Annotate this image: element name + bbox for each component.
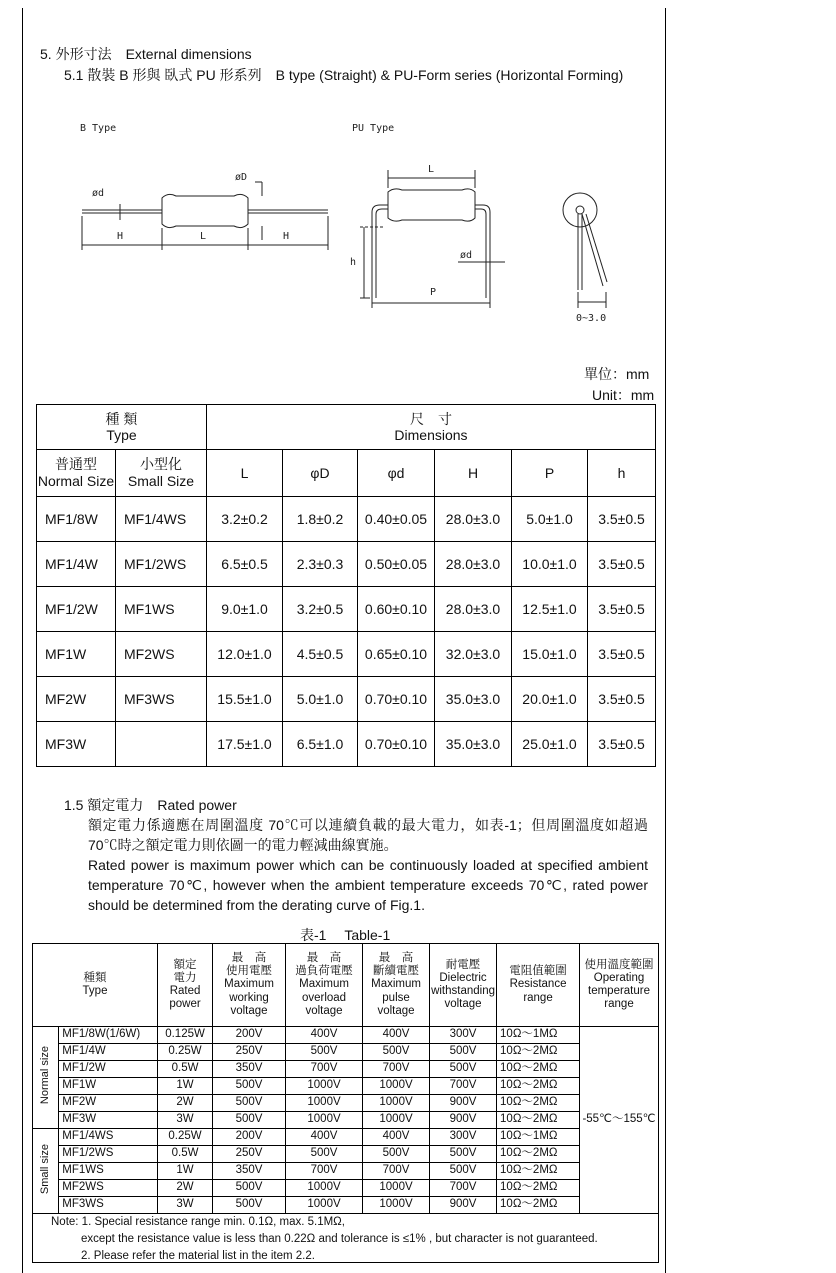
pu-phi-d-label: ød — [460, 250, 473, 261]
dim-col-header: H — [435, 450, 512, 497]
b-phi-D-label: øD — [235, 172, 248, 183]
dim-col-header: h — [588, 450, 656, 497]
rated-power-heading: 1.5 額定電力 Rated power — [64, 797, 237, 813]
table1-caption: 表-1 Table-1 — [300, 927, 391, 943]
table-row: MF1/2W MF1WS 9.0±1.0 3.2±0.5 0.60±0.10 28.0±3.0 12.5±1.0 3.5±0.5 — [37, 587, 656, 632]
dim-normal-header: 普通型 Normal Size — [37, 450, 116, 497]
b-phi-d-label: ød — [92, 188, 105, 199]
t1-max-pulse-header: 最 高 斷續電壓 Maximum pulse voltage — [363, 944, 430, 1027]
rated-power-para-cn: 額定電力係適應在周圍溫度 70℃可以連續負載的最大電力，如表-1；但周圍溫度如超過 70℃時之額定電力則依圖一的電力輕減曲線實施。 — [88, 817, 648, 853]
b-H-right-label: H — [283, 231, 290, 242]
table-row: MF2WS 2W 500V 1000V 1000V 700V 10Ω～2MΩ — [33, 1180, 659, 1197]
operating-temp-value: -55℃～155℃ — [580, 1027, 659, 1214]
pu-side-view-drawing — [563, 193, 607, 308]
dim-col-header: φD — [283, 450, 358, 497]
b-L-label: L — [200, 231, 207, 242]
t1-max-overload-header: 最 高 過負荷電壓 Maximum overload voltage — [286, 944, 363, 1027]
normal-size-label: Normal size — [33, 1027, 59, 1129]
t1-power-header: 額定 電力 Rated power — [158, 944, 213, 1027]
section-subheading: 5.1 散裝 B 形與 臥式 PU 形系列 B type (Straight) & PU-Form series (Horizontal Forming) — [64, 67, 624, 83]
rated-power-para-en: Rated power is maximum power which can be continuously loaded at specified ambient temperature 70℃, however when the ambient temperature exceeds 70℃, rated power should be determined from the derating curve of Fig.1. — [88, 857, 648, 913]
dimension-figure — [0, 110, 660, 330]
pu-L-label: L — [428, 164, 435, 175]
pu-h-label: h — [350, 257, 357, 268]
table-row: MF2W 2W 500V 1000V 1000V 900V 10Ω～2MΩ — [33, 1095, 659, 1112]
dim-col-header: P — [512, 450, 588, 497]
table-row: MF3W 17.5±1.0 6.5±1.0 0.70±0.10 35.0±3.0 25.0±1.0 3.5±0.5 — [37, 722, 656, 767]
table-row: Normal size MF1/8W(1/6W) 0.125W 200V 400V 400V 300V 10Ω～1MΩ -55℃～155℃ — [33, 1027, 659, 1044]
table-row: MF2W MF3WS 15.5±1.0 5.0±1.0 0.70±0.10 35.0±3.0 20.0±1.0 3.5±0.5 — [37, 677, 656, 722]
small-size-label: Small size — [33, 1129, 59, 1214]
t1-operating-header: 使用溫度範圍 Operating temperature range — [580, 944, 659, 1027]
table-row: MF3WS 3W 500V 1000V 1000V 900V 10Ω～2MΩ — [33, 1197, 659, 1214]
dim-type-header: 種 類 Type — [37, 405, 207, 450]
table-row: MF1W MF2WS 12.0±1.0 4.5±0.5 0.65±0.10 32.0±3.0 15.0±1.0 3.5±0.5 — [37, 632, 656, 677]
table-row: MF1/4W 0.25W 250V 500V 500V 500V 10Ω～2MΩ — [33, 1044, 659, 1061]
table-row: MF3W 3W 500V 1000V 1000V 900V 10Ω～2MΩ — [33, 1112, 659, 1129]
dimensions-table — [36, 404, 656, 767]
unit-en: Unit：mm — [592, 387, 655, 403]
dim-col-header: φd — [358, 450, 435, 497]
table1-notes: Note: 1. Special resistance range min. 0.1Ω, max. 5.1MΩ, except the resistance value is less than 0.22Ω and tolerance is ≤1% , but character is not guaranteed. 2. Please refer the material list in the item 2.2. — [33, 1214, 659, 1263]
page-frame-right — [665, 8, 666, 1273]
pu-P-label: P — [430, 287, 437, 298]
unit-cn: 單位：mm — [584, 366, 650, 382]
table-row: MF1/2WS 0.5W 250V 500V 500V 500V 10Ω～2MΩ — [33, 1146, 659, 1163]
table-row: MF1/2W 0.5W 350V 700V 700V 500V 10Ω～2MΩ — [33, 1061, 659, 1078]
b-H-left-label: H — [117, 231, 124, 242]
b-type-label: B Type — [80, 123, 117, 134]
table-row: MF1/4W MF1/2WS 6.5±0.5 2.3±0.3 0.50±0.05 28.0±3.0 10.0±1.0 3.5±0.5 — [37, 542, 656, 587]
side-range-label: 0~3.0 — [576, 313, 607, 324]
table-row: Small size MF1/4WS 0.25W 200V 400V 400V 300V 10Ω～1MΩ — [33, 1129, 659, 1146]
section-heading: 5. 外形寸法 External dimensions — [40, 46, 252, 62]
pu-type-label: PU Type — [352, 123, 395, 134]
rated-power-table — [32, 943, 659, 1263]
dim-small-header: 小型化 Small Size — [116, 450, 207, 497]
t1-max-working-header: 最 高 使用電壓 Maximum working voltage — [213, 944, 286, 1027]
t1-type-header: 種類 Type — [33, 944, 158, 1027]
dim-dimensions-header: 尺 寸 Dimensions — [207, 405, 656, 450]
table-row: MF1/8W MF1/4WS 3.2±0.2 1.8±0.2 0.40±0.05 28.0±3.0 5.0±1.0 3.5±0.5 — [37, 497, 656, 542]
table-row: MF1W 1W 500V 1000V 1000V 700V 10Ω～2MΩ — [33, 1078, 659, 1095]
dim-col-header: L — [207, 450, 283, 497]
t1-dielectric-header: 耐電壓 Dielectric withstanding voltage — [430, 944, 497, 1027]
t1-resistance-header: 電阻值範圍 Resistance range — [497, 944, 580, 1027]
table-row: MF1WS 1W 350V 700V 700V 500V 10Ω～2MΩ — [33, 1163, 659, 1180]
